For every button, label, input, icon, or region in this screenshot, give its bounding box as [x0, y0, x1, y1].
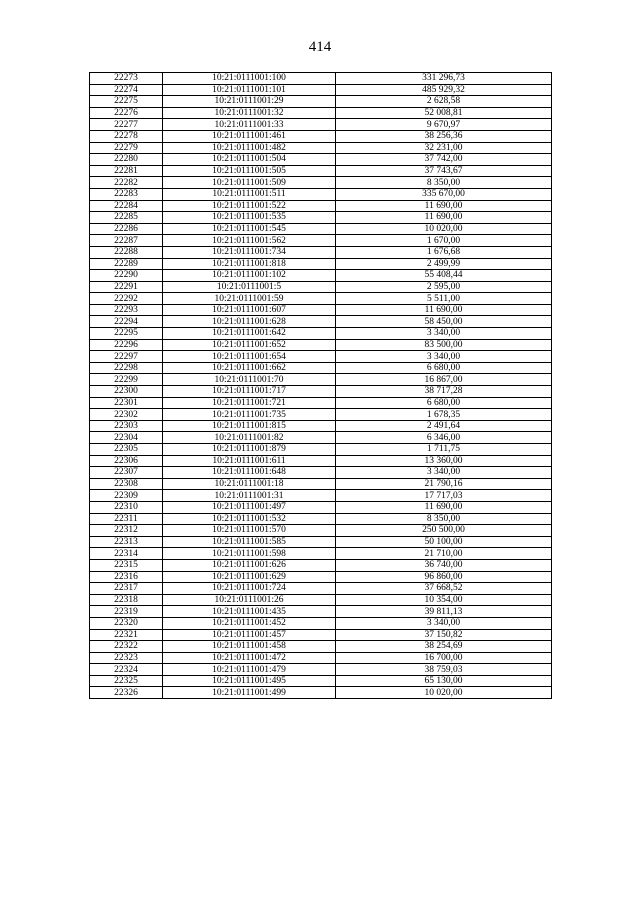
cadastral-number-cell: 10:21:0111001:734 [163, 246, 336, 258]
cadastral-value-cell: 11 690,00 [336, 501, 552, 513]
cadastral-value-cell: 11 690,00 [336, 212, 552, 224]
table-row [90, 548, 552, 560]
row-number-cell: 22282 [90, 177, 163, 189]
cadastral-number-cell: 10:21:0111001:82 [163, 432, 336, 444]
cadastral-value-cell: 250 500,00 [336, 525, 552, 537]
table-row [90, 374, 552, 386]
cadastral-number-cell: 10:21:0111001:642 [163, 328, 336, 340]
page-number: 414 [308, 39, 332, 55]
cadastral-value-cell: 37 743,67 [336, 165, 552, 177]
cadastral-value-cell: 6 680,00 [336, 397, 552, 409]
table-row [90, 501, 552, 513]
cadastral-number-cell: 10:21:0111001:626 [163, 559, 336, 571]
row-number-cell: 22279 [90, 142, 163, 154]
table-row [90, 455, 552, 467]
cadastral-number-cell: 10:21:0111001:654 [163, 351, 336, 363]
table-row [90, 525, 552, 537]
table-row [90, 188, 552, 200]
table-row [90, 212, 552, 224]
cadastral-number-cell: 10:21:0111001:482 [163, 142, 336, 154]
cadastral-number-cell: 10:21:0111001:32 [163, 107, 336, 119]
row-number-cell: 22319 [90, 606, 163, 618]
cadastral-value-cell: 1 670,00 [336, 235, 552, 247]
row-number-cell: 22320 [90, 617, 163, 629]
row-number-cell: 22321 [90, 629, 163, 641]
cadastral-number-cell: 10:21:0111001:585 [163, 536, 336, 548]
cadastral-number-cell: 10:21:0111001:532 [163, 513, 336, 525]
table-row [90, 84, 552, 96]
table-row [90, 490, 552, 502]
cadastral-value-cell: 2 628,58 [336, 96, 552, 108]
table-row [90, 154, 552, 166]
row-number-cell: 22296 [90, 339, 163, 351]
row-number-cell: 22318 [90, 594, 163, 606]
table-row [90, 664, 552, 676]
cadastral-number-cell: 10:21:0111001:497 [163, 501, 336, 513]
row-number-cell: 22294 [90, 316, 163, 328]
table-row [90, 536, 552, 548]
cadastral-number-cell: 10:21:0111001:479 [163, 664, 336, 676]
cadastral-value-cell: 3 340,00 [336, 351, 552, 363]
cadastral-number-cell: 10:21:0111001:879 [163, 444, 336, 456]
cadastral-number-cell: 10:21:0111001:59 [163, 293, 336, 305]
row-number-cell: 22313 [90, 536, 163, 548]
table-row [90, 235, 552, 247]
table-row [90, 130, 552, 142]
table-row [90, 432, 552, 444]
row-number-cell: 22288 [90, 246, 163, 258]
cadastral-value-cell: 83 500,00 [336, 339, 552, 351]
cadastral-value-cell: 3 340,00 [336, 467, 552, 479]
row-number-cell: 22291 [90, 281, 163, 293]
row-number-cell: 22287 [90, 235, 163, 247]
registry-table-body [90, 73, 552, 699]
cadastral-number-cell: 10:21:0111001:18 [163, 478, 336, 490]
cadastral-number-cell: 10:21:0111001:570 [163, 525, 336, 537]
cadastral-number-cell: 10:21:0111001:452 [163, 617, 336, 629]
cadastral-value-cell: 6 346,00 [336, 432, 552, 444]
row-number-cell: 22316 [90, 571, 163, 583]
table-row [90, 362, 552, 374]
cadastral-value-cell: 37 150,82 [336, 629, 552, 641]
table-row [90, 629, 552, 641]
cadastral-value-cell: 8 350,00 [336, 513, 552, 525]
cadastral-number-cell: 10:21:0111001:662 [163, 362, 336, 374]
table-row [90, 339, 552, 351]
table-row [90, 386, 552, 398]
table-row [90, 397, 552, 409]
cadastral-value-cell: 38 254,69 [336, 641, 552, 653]
cadastral-number-cell: 10:21:0111001:26 [163, 594, 336, 606]
table-row [90, 142, 552, 154]
table-row [90, 165, 552, 177]
table-row [90, 223, 552, 235]
cadastral-value-cell: 17 717,03 [336, 490, 552, 502]
row-number-cell: 22315 [90, 559, 163, 571]
row-number-cell: 22278 [90, 130, 163, 142]
cadastral-number-cell: 10:21:0111001:499 [163, 687, 336, 699]
row-number-cell: 22303 [90, 420, 163, 432]
cadastral-value-cell: 1 676,68 [336, 246, 552, 258]
table-row [90, 351, 552, 363]
cadastral-number-cell: 10:21:0111001:818 [163, 258, 336, 270]
table-row [90, 304, 552, 316]
cadastral-number-cell: 10:21:0111001:598 [163, 548, 336, 560]
cadastral-value-cell: 37 668,52 [336, 583, 552, 595]
row-number-cell: 22307 [90, 467, 163, 479]
row-number-cell: 22293 [90, 304, 163, 316]
table-row [90, 246, 552, 258]
table-row [90, 420, 552, 432]
table-row [90, 583, 552, 595]
table-row [90, 559, 552, 571]
cadastral-number-cell: 10:21:0111001:717 [163, 386, 336, 398]
cadastral-value-cell: 52 008,81 [336, 107, 552, 119]
row-number-cell: 22273 [90, 73, 163, 85]
cadastral-number-cell: 10:21:0111001:100 [163, 73, 336, 85]
cadastral-number-cell: 10:21:0111001:509 [163, 177, 336, 189]
row-number-cell: 22325 [90, 675, 163, 687]
row-number-cell: 22324 [90, 664, 163, 676]
cadastral-number-cell: 10:21:0111001:461 [163, 130, 336, 142]
cadastral-value-cell: 55 408,44 [336, 270, 552, 282]
cadastral-value-cell: 485 929,32 [336, 84, 552, 96]
cadastral-number-cell: 10:21:0111001:458 [163, 641, 336, 653]
cadastral-value-cell: 50 100,00 [336, 536, 552, 548]
cadastral-number-cell: 10:21:0111001:611 [163, 455, 336, 467]
cadastral-number-cell: 10:21:0111001:721 [163, 397, 336, 409]
cadastral-number-cell: 10:21:0111001:648 [163, 467, 336, 479]
row-number-cell: 22299 [90, 374, 163, 386]
cadastral-number-cell: 10:21:0111001:435 [163, 606, 336, 618]
row-number-cell: 22295 [90, 328, 163, 340]
table-row [90, 73, 552, 85]
row-number-cell: 22317 [90, 583, 163, 595]
table-row [90, 478, 552, 490]
row-number-cell: 22311 [90, 513, 163, 525]
row-number-cell: 22326 [90, 687, 163, 699]
row-number-cell: 22300 [90, 386, 163, 398]
row-number-cell: 22292 [90, 293, 163, 305]
cadastral-value-cell: 2 499,99 [336, 258, 552, 270]
row-number-cell: 22323 [90, 652, 163, 664]
cadastral-number-cell: 10:21:0111001:505 [163, 165, 336, 177]
table-row [90, 571, 552, 583]
row-number-cell: 22297 [90, 351, 163, 363]
table-row [90, 258, 552, 270]
cadastral-value-cell: 3 340,00 [336, 328, 552, 340]
cadastral-value-cell: 96 860,00 [336, 571, 552, 583]
row-number-cell: 22298 [90, 362, 163, 374]
table-row [90, 444, 552, 456]
table-row [90, 687, 552, 699]
cadastral-value-cell: 38 717,28 [336, 386, 552, 398]
cadastral-number-cell: 10:21:0111001:628 [163, 316, 336, 328]
cadastral-number-cell: 10:21:0111001:629 [163, 571, 336, 583]
cadastral-value-cell: 32 231,00 [336, 142, 552, 154]
cadastral-number-cell: 10:21:0111001:5 [163, 281, 336, 293]
cadastral-value-cell: 2 595,00 [336, 281, 552, 293]
table-row [90, 641, 552, 653]
table-row [90, 467, 552, 479]
cadastral-value-cell: 37 742,00 [336, 154, 552, 166]
cadastral-value-cell: 58 450,00 [336, 316, 552, 328]
cadastral-value-cell: 6 680,00 [336, 362, 552, 374]
cadastral-value-cell: 38 256,36 [336, 130, 552, 142]
table-row [90, 281, 552, 293]
cadastral-value-cell: 13 360,00 [336, 455, 552, 467]
cadastral-value-cell: 9 670,97 [336, 119, 552, 131]
row-number-cell: 22277 [90, 119, 163, 131]
cadastral-number-cell: 10:21:0111001:607 [163, 304, 336, 316]
cadastral-value-cell: 3 340,00 [336, 617, 552, 629]
row-number-cell: 22280 [90, 154, 163, 166]
row-number-cell: 22309 [90, 490, 163, 502]
row-number-cell: 22310 [90, 501, 163, 513]
cadastral-number-cell: 10:21:0111001:101 [163, 84, 336, 96]
table-row [90, 606, 552, 618]
cadastral-number-cell: 10:21:0111001:562 [163, 235, 336, 247]
cadastral-value-cell: 10 020,00 [336, 687, 552, 699]
cadastral-value-cell: 38 759,03 [336, 664, 552, 676]
row-number-cell: 22285 [90, 212, 163, 224]
cadastral-value-cell: 11 690,00 [336, 200, 552, 212]
cadastral-value-cell: 335 670,00 [336, 188, 552, 200]
table-row [90, 675, 552, 687]
row-number-cell: 22322 [90, 641, 163, 653]
cadastral-number-cell: 10:21:0111001:31 [163, 490, 336, 502]
table-row [90, 293, 552, 305]
row-number-cell: 22275 [90, 96, 163, 108]
row-number-cell: 22305 [90, 444, 163, 456]
row-number-cell: 22284 [90, 200, 163, 212]
row-number-cell: 22302 [90, 409, 163, 421]
cadastral-value-cell: 2 491,64 [336, 420, 552, 432]
cadastral-value-cell: 65 130,00 [336, 675, 552, 687]
cadastral-number-cell: 10:21:0111001:457 [163, 629, 336, 641]
cadastral-number-cell: 10:21:0111001:33 [163, 119, 336, 131]
cadastral-number-cell: 10:21:0111001:815 [163, 420, 336, 432]
cadastral-value-cell: 21 710,00 [336, 548, 552, 560]
row-number-cell: 22314 [90, 548, 163, 560]
table-row [90, 617, 552, 629]
row-number-cell: 22289 [90, 258, 163, 270]
cadastral-number-cell: 10:21:0111001:735 [163, 409, 336, 421]
row-number-cell: 22286 [90, 223, 163, 235]
cadastral-value-cell: 39 811,13 [336, 606, 552, 618]
registry-table [89, 72, 552, 699]
table-row [90, 409, 552, 421]
row-number-cell: 22304 [90, 432, 163, 444]
cadastral-value-cell: 331 296,73 [336, 73, 552, 85]
cadastral-number-cell: 10:21:0111001:495 [163, 675, 336, 687]
row-number-cell: 22274 [90, 84, 163, 96]
cadastral-value-cell: 36 740,00 [336, 559, 552, 571]
cadastral-value-cell: 1 711,75 [336, 444, 552, 456]
row-number-cell: 22308 [90, 478, 163, 490]
cadastral-number-cell: 10:21:0111001:504 [163, 154, 336, 166]
cadastral-number-cell: 10:21:0111001:535 [163, 212, 336, 224]
cadastral-value-cell: 5 511,00 [336, 293, 552, 305]
cadastral-number-cell: 10:21:0111001:472 [163, 652, 336, 664]
table-row [90, 652, 552, 664]
cadastral-value-cell: 21 790,16 [336, 478, 552, 490]
cadastral-number-cell: 10:21:0111001:724 [163, 583, 336, 595]
cadastral-value-cell: 11 690,00 [336, 304, 552, 316]
cadastral-number-cell: 10:21:0111001:102 [163, 270, 336, 282]
cadastral-value-cell: 10 020,00 [336, 223, 552, 235]
table-row [90, 200, 552, 212]
row-number-cell: 22312 [90, 525, 163, 537]
table-row [90, 328, 552, 340]
cadastral-number-cell: 10:21:0111001:652 [163, 339, 336, 351]
table-row [90, 177, 552, 189]
row-number-cell: 22290 [90, 270, 163, 282]
table-row [90, 594, 552, 606]
row-number-cell: 22301 [90, 397, 163, 409]
cadastral-value-cell: 10 354,00 [336, 594, 552, 606]
table-row [90, 96, 552, 108]
table-row [90, 513, 552, 525]
row-number-cell: 22306 [90, 455, 163, 467]
table-row [90, 270, 552, 282]
cadastral-number-cell: 10:21:0111001:522 [163, 200, 336, 212]
row-number-cell: 22283 [90, 188, 163, 200]
cadastral-number-cell: 10:21:0111001:545 [163, 223, 336, 235]
cadastral-number-cell: 10:21:0111001:511 [163, 188, 336, 200]
table-row [90, 316, 552, 328]
cadastral-number-cell: 10:21:0111001:70 [163, 374, 336, 386]
cadastral-number-cell: 10:21:0111001:29 [163, 96, 336, 108]
cadastral-value-cell: 1 678,35 [336, 409, 552, 421]
cadastral-value-cell: 8 350,00 [336, 177, 552, 189]
row-number-cell: 22276 [90, 107, 163, 119]
table-row [90, 107, 552, 119]
table-row [90, 119, 552, 131]
row-number-cell: 22281 [90, 165, 163, 177]
cadastral-value-cell: 16 867,00 [336, 374, 552, 386]
cadastral-value-cell: 16 700,00 [336, 652, 552, 664]
